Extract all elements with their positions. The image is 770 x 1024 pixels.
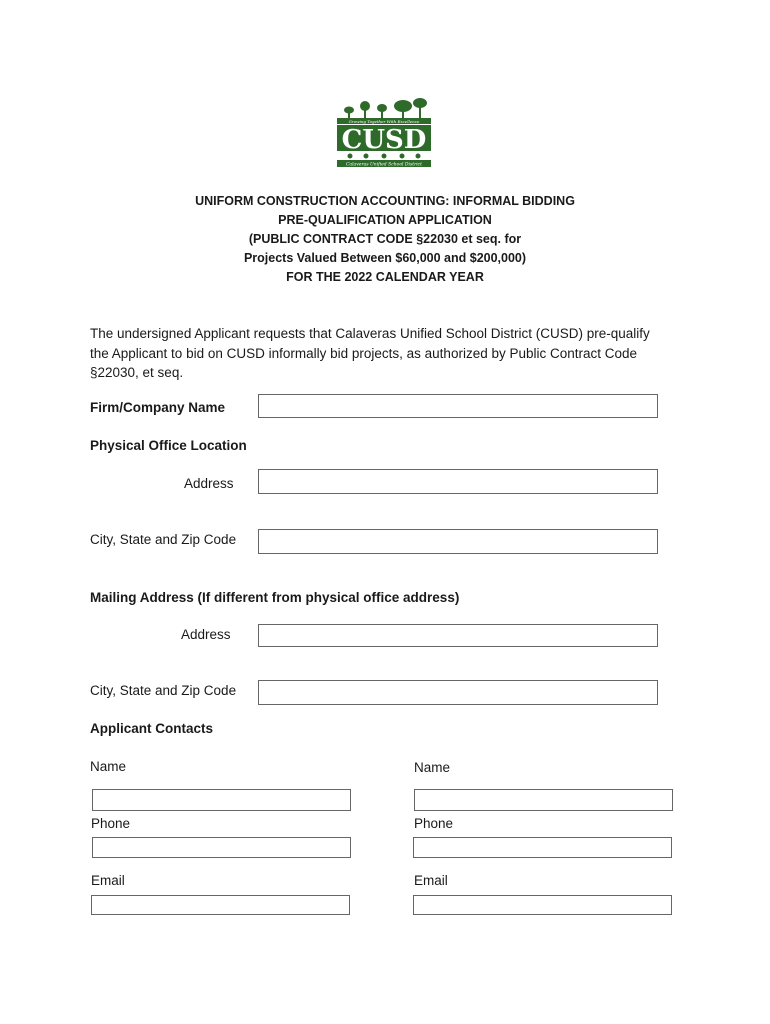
- contact2-email-field[interactable]: [413, 895, 672, 915]
- title-line: (PUBLIC CONTRACT CODE §22030 et seq. for: [248, 232, 522, 246]
- title-line: PRE-QUALIFICATION APPLICATION: [278, 213, 492, 227]
- contact1-name-label: Name: [90, 759, 127, 774]
- mailing-address-heading: Mailing Address (If different from physical office address): [90, 590, 460, 605]
- contact1-email-field[interactable]: [91, 895, 350, 915]
- contact2-name-label: Name: [414, 760, 451, 775]
- logo-top-text: Growing Together With Excellence: [348, 119, 420, 124]
- document-title: [0, 192, 770, 287]
- title-line: FOR THE 2022 CALENDAR YEAR: [286, 270, 484, 284]
- cusd-logo: [336, 98, 432, 168]
- physical-city-label: City, State and Zip Code: [90, 532, 237, 547]
- logo-bottom-text: Calaveras Unified School District: [345, 162, 423, 168]
- mailing-address-label: Address: [181, 627, 231, 642]
- contact2-email-label: Email: [414, 873, 448, 888]
- contact2-phone-label: Phone: [414, 816, 454, 831]
- contact1-email-label: Email: [91, 873, 125, 888]
- firm-name-field[interactable]: [258, 394, 658, 418]
- physical-office-heading: Physical Office Location: [90, 438, 247, 453]
- title-line: UNIFORM CONSTRUCTION ACCOUNTING: INFORMAL BIDDING: [195, 194, 575, 208]
- contact1-phone-label: Phone: [91, 816, 131, 831]
- applicant-contacts-heading: Applicant Contacts: [90, 721, 214, 736]
- contact1-name-field[interactable]: [92, 789, 351, 811]
- title-line: Projects Valued Between $60,000 and $200,000): [243, 251, 527, 265]
- physical-address-label: Address: [184, 476, 234, 491]
- physical-city-field[interactable]: [258, 529, 658, 554]
- mailing-city-field[interactable]: [258, 680, 658, 705]
- mailing-city-label: City, State and Zip Code: [90, 683, 237, 698]
- contact2-name-field[interactable]: [414, 789, 673, 811]
- logo-text: CUSD: [341, 125, 427, 155]
- intro-line: The undersigned Applicant requests that Calaveras Unified School District (CUSD) pre-qualify: [90, 326, 650, 341]
- contact1-phone-field[interactable]: [92, 837, 351, 858]
- firm-name-label: Firm/Company Name: [90, 400, 226, 415]
- intro-line: the Applicant to bid on CUSD informally bid projects, as authorized by Public Contract Code: [90, 345, 638, 361]
- contact2-phone-field[interactable]: [413, 837, 672, 858]
- mailing-address-field[interactable]: [258, 624, 658, 647]
- physical-address-field[interactable]: [258, 469, 658, 494]
- intro-line: §22030, et seq.: [90, 365, 184, 380]
- intro-paragraph: [90, 324, 690, 383]
